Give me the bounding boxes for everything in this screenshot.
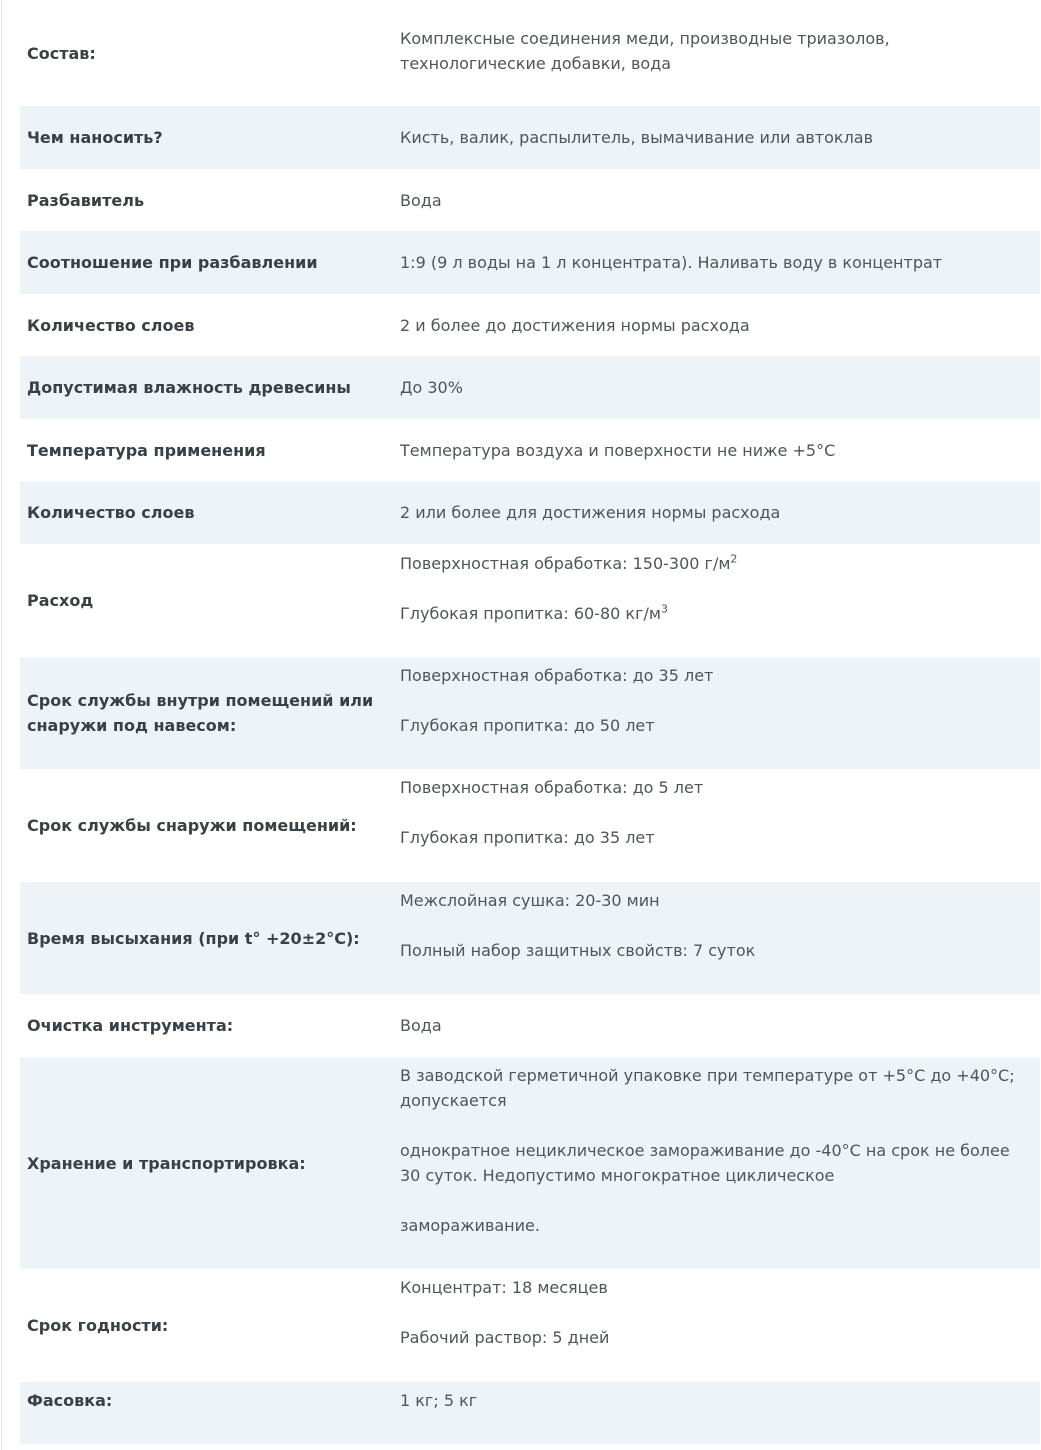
value-line: Температура воздуха и поверхности не ниже +5°С bbox=[400, 440, 836, 460]
value-line: Глубокая пропитка: 60-80 $кг/м^3$ bbox=[400, 602, 668, 623]
value-line: Глубокая пропитка: до 35 лет bbox=[400, 828, 655, 847]
value-line: Глубокая пропитка: до 50 лет bbox=[400, 716, 655, 735]
value-line: Поверхностная обработка: до 5 лет bbox=[400, 778, 704, 797]
value-line: Поверхностная обработка: до 35 лет bbox=[400, 666, 714, 685]
row-label: Время высыхания (при t° +20±2°С): bbox=[27, 928, 360, 948]
row-value bbox=[400, 500, 1040, 525]
table-row bbox=[20, 1382, 1040, 1444]
value-line: 1:9 (9 л воды на 1 л концентрата). Наливать воду в концентрат bbox=[400, 253, 943, 272]
row-value bbox=[400, 313, 1040, 338]
table-row bbox=[20, 231, 1040, 294]
row-label: Очистка инструмента: bbox=[27, 1016, 234, 1035]
table-row bbox=[20, 169, 1040, 231]
row-value bbox=[400, 1057, 1040, 1238]
row-value bbox=[400, 544, 1040, 626]
value-line: Межслойная сушка: 20-30 мин bbox=[400, 891, 660, 910]
table-row bbox=[20, 994, 1040, 1057]
table-row bbox=[20, 0, 1040, 106]
row-value bbox=[400, 769, 1040, 850]
value-line: Рабочий раствор: 5 дней bbox=[400, 1328, 610, 1347]
table-row bbox=[20, 481, 1040, 544]
row-value bbox=[400, 657, 1040, 738]
row-value bbox=[400, 1013, 1040, 1038]
table-row bbox=[20, 1057, 1040, 1269]
table-row bbox=[20, 769, 1040, 882]
table-row bbox=[20, 106, 1040, 169]
value-line: До 30% bbox=[400, 378, 463, 397]
table-row bbox=[20, 294, 1040, 356]
row-value bbox=[400, 438, 1040, 463]
value-line: Вода bbox=[400, 190, 442, 210]
value-line: 1 кг; 5 кг bbox=[400, 1391, 478, 1410]
value-line: замораживание. bbox=[400, 1216, 540, 1235]
value-line: Вода bbox=[400, 1016, 442, 1035]
table-row bbox=[20, 1269, 1040, 1382]
table-row bbox=[20, 882, 1040, 994]
table-row bbox=[20, 657, 1040, 769]
table-row bbox=[20, 356, 1040, 419]
value-line: Поверхностная обработка: 150-300 $г/м^2$ bbox=[400, 552, 738, 573]
row-label: Срок службы внутри помещений или снаружи под навесом: bbox=[27, 691, 374, 735]
value-line: Комплексные соединения меди, производные триазолов, технологические добавки, вода bbox=[400, 29, 890, 73]
value-line: 2 и более до достижения нормы расхода bbox=[400, 315, 750, 335]
row-value bbox=[400, 125, 1040, 150]
row-value bbox=[400, 188, 1040, 213]
row-label: Чем наносить? bbox=[27, 128, 163, 147]
row-label: Количество слоев bbox=[27, 503, 195, 522]
row-value bbox=[400, 0, 1040, 76]
row-label: Срок годности: bbox=[27, 1316, 169, 1335]
row-value bbox=[400, 1269, 1040, 1350]
value-line: Концентрат: 18 месяцев bbox=[400, 1278, 608, 1297]
row-label: Разбавитель bbox=[27, 190, 145, 210]
left-border bbox=[1, 0, 2, 1450]
row-label: Соотношение при разбавлении bbox=[27, 253, 318, 272]
row-label: Расход bbox=[27, 591, 94, 610]
row-value bbox=[400, 882, 1040, 963]
row-value bbox=[400, 375, 1040, 400]
row-label: Фасовка: bbox=[27, 1391, 113, 1410]
row-value bbox=[400, 250, 1040, 275]
row-label: Допустимая влажность древесины bbox=[27, 378, 351, 397]
table-row bbox=[20, 419, 1040, 481]
value-line: Полный набор защитных свойств: 7 суток bbox=[400, 941, 756, 960]
row-value bbox=[400, 1382, 1040, 1413]
value-line: В заводской герметичной упаковке при температуре от +5°С до +40°С; допускается bbox=[400, 1066, 1015, 1110]
value-line: однократное нециклическое замораживание до -40°С на срок не более 30 суток. Недопустимо многократное циклическое bbox=[400, 1141, 1010, 1185]
row-label: Температура применения bbox=[27, 440, 266, 460]
specifications-table bbox=[20, 0, 1040, 1444]
table-row bbox=[20, 544, 1040, 657]
row-label: Состав: bbox=[27, 43, 96, 63]
row-label: Срок службы снаружи помещений: bbox=[27, 816, 357, 835]
value-line: Кисть, валик, распылитель, вымачивание или автоклав bbox=[400, 128, 874, 147]
row-label: Количество слоев bbox=[27, 315, 195, 335]
row-label: Хранение и транспортировка: bbox=[27, 1153, 306, 1173]
value-line: 2 или более для достижения нормы расхода bbox=[400, 503, 781, 522]
